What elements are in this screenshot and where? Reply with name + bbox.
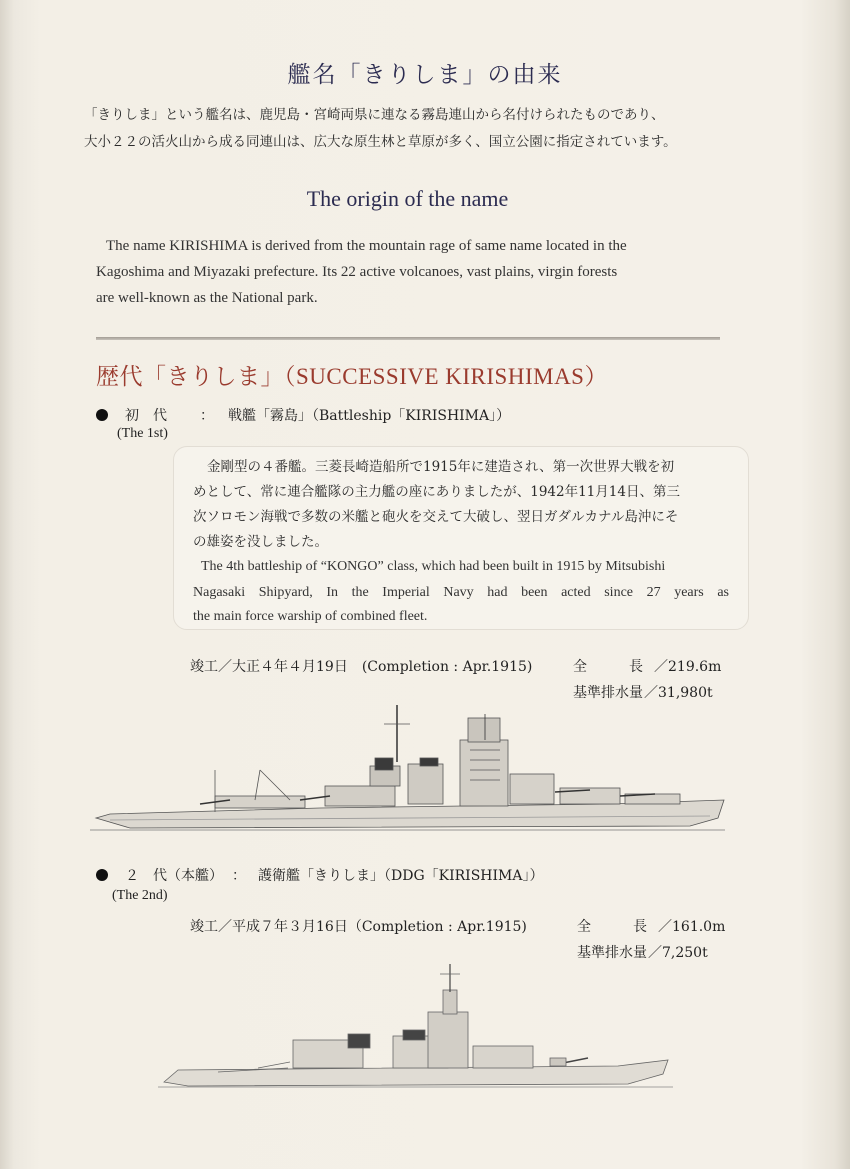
bullet-icon: [96, 869, 108, 881]
first-desc-en-line-1: The 4th battleship of “KONGO” class, which had been built in 1915 by Mitsubishi: [201, 559, 666, 574]
second-displacement-label: 基準排水量: [577, 945, 647, 961]
first-displacement-label: 基準排水量: [573, 685, 643, 701]
origin-title-en: The origin of the name: [306, 186, 509, 211]
origin-paragraph-en-line-1: The name KIRISHIMA is derived from the mountain rage of same name located in the: [106, 238, 627, 254]
first-displacement-value: ／31,980t: [644, 685, 713, 701]
bullet-icon: [96, 409, 108, 421]
section-divider: [96, 337, 720, 340]
origin-paragraph-jp-line-2: 大小２２の活火山から成る同連山は、広大な原生林と草原が多く、国立公園に指定されています。: [84, 134, 677, 150]
first-label: 初 代: [125, 408, 167, 424]
successive-title: 歴代「きりしま」（SUCCESSIVE KIRISHIMAS）: [96, 364, 608, 389]
first-sub: (The 1st): [117, 426, 168, 441]
origin-paragraph-en-line-2: Kagoshima and Miyazaki prefecture. Its 22 active volcanoes, vast plains, virgin forests: [96, 264, 618, 280]
origin-paragraph-jp-line-1: 「きりしま」という艦名は、鹿児島・宮崎両県に連なる霧島連山から名付けられたものであり、: [84, 107, 665, 123]
first-desc-en-line-3: the main force warship of combined fleet.: [193, 609, 428, 624]
second-length-label: 全 長: [577, 919, 647, 935]
first-desc-jp-line-2: めとして、常に連合艦隊の主力艦の座にありましたが、1942年11月14日、第三: [193, 484, 680, 500]
first-length-label: 全 長: [573, 659, 643, 675]
second-label: ２ 代（本艦）: [125, 868, 223, 884]
second-completion: 竣工／平成７年３月16日（Completion : Apr.1915): [190, 919, 527, 935]
first-desc-jp-line-4: の雄姿を没しました。: [193, 534, 328, 550]
second-separator: ：: [232, 868, 246, 884]
first-desc-jp-line-1: 金剛型の４番艦。三菱長崎造船所で1915年に建造され、第一次世界大戦を初: [207, 459, 675, 475]
ddg-kirishima-drawing: [158, 962, 678, 1100]
second-displacement-value: ／7,250t: [648, 945, 708, 961]
origin-title-jp: 艦名「きりしま」の由来: [287, 62, 563, 88]
origin-paragraph-en-line-3: are well-known as the National park.: [96, 290, 318, 306]
first-name: 戦艦「霧島」（Battleship「KIRISHIMA」）: [228, 408, 511, 424]
second-sub: (The 2nd): [112, 888, 168, 903]
battleship-kirishima-drawing: [90, 700, 730, 840]
first-desc-en-line-2: Nagasaki Shipyard, In the Imperial Navy had been acted since 27 years as: [193, 585, 729, 600]
second-length-value: ／161.0m: [658, 919, 726, 935]
first-length-value: ／219.6m: [654, 659, 722, 675]
first-completion: 竣工／大正４年４月19日 (Completion : Apr.1915): [190, 659, 533, 675]
first-desc-jp-line-3: 次ソロモン海戦で多数の米艦と砲火を交えて大破し、翌日ガダルカナル島沖にそ: [193, 509, 679, 525]
second-name: 護衛艦「きりしま」（DDG「KIRISHIMA」）: [258, 868, 544, 884]
first-separator: ：: [200, 408, 214, 424]
